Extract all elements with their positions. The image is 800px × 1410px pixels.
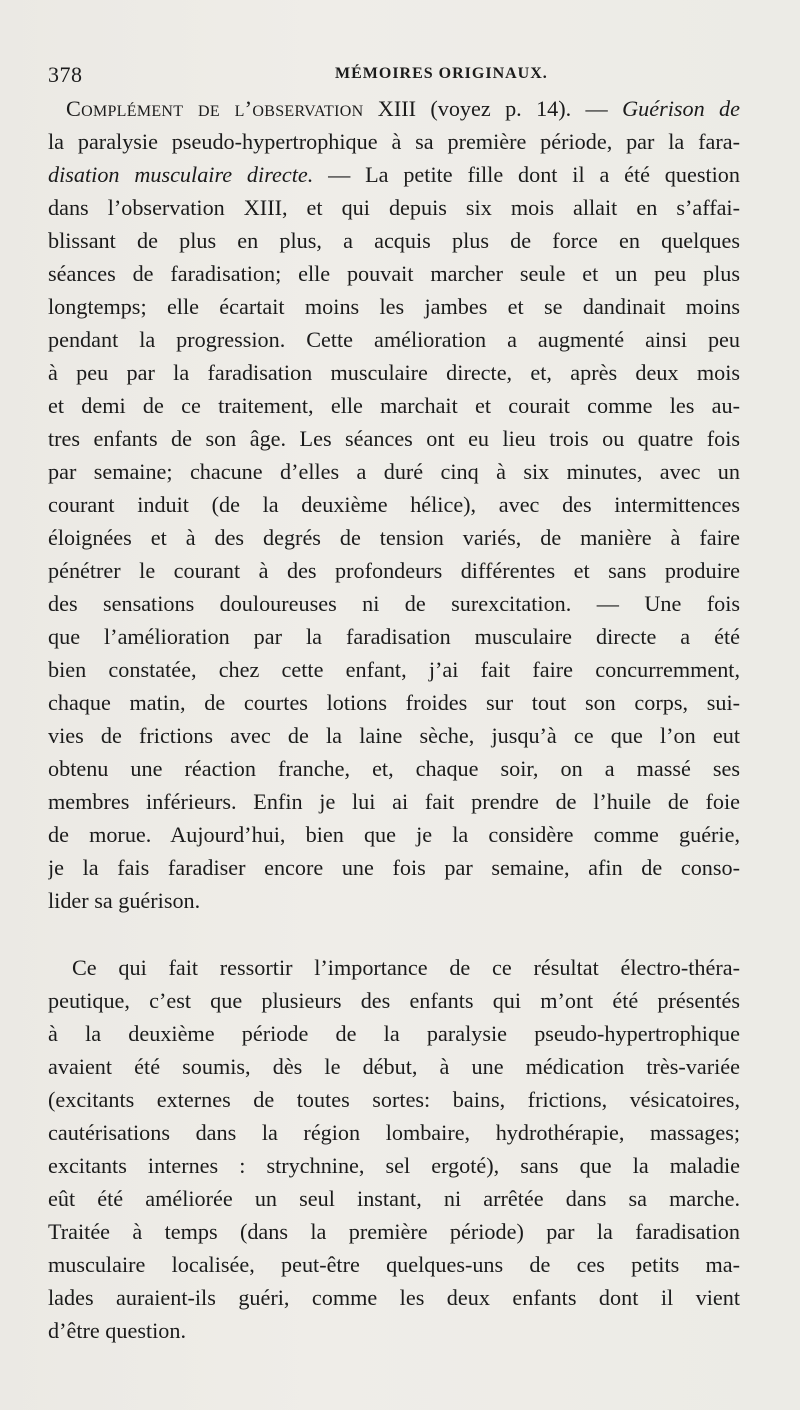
text-line: Traitée à temps (dans la première période) par la faradisation (48, 1219, 740, 1244)
text-line: courant induit (de la deuxième hélice), avec des intermittences (48, 492, 740, 517)
text-line: bien constatée, chez cette enfant, j’ai fait faire concurremment, (48, 657, 740, 682)
text-line: la paralysie pseudo-hypertrophique à sa première période, par la fara- (48, 129, 740, 154)
text-line: à la deuxième période de la paralysie pseudo-hypertrophique (48, 1021, 740, 1046)
text-line: vies de frictions avec de la laine sèche, jusqu’à ce que l’on eut (48, 723, 740, 748)
text-line: que l’amélioration par la faradisation musculaire directe a été (48, 624, 740, 649)
text-line: lades auraient-ils guéri, comme les deux enfants dont il vient (48, 1285, 740, 1310)
text-line: excitants internes : strychnine, sel ergoté), sans que la maladie (48, 1153, 740, 1178)
text-line (48, 92, 740, 125)
text-line: longtemps; elle écartait moins les jambes et se dandinait moins (48, 294, 740, 319)
text-line: cautérisations dans la région lombaire, hydrothérapie, massages; (48, 1120, 740, 1145)
running-title: MÉMOIRES ORIGINAUX. (335, 65, 548, 82)
text-line: à peu par la faradisation musculaire directe, et, après deux mois (48, 360, 740, 385)
text-line: membres inférieurs. Enfin je lui ai fait prendre de l’huile de foie (48, 789, 740, 814)
text-line: pendant la progression. Cette amélioration a augmenté ainsi peu (48, 327, 740, 352)
text-line: musculaire localisée, peut-être quelques-uns de ces petits ma- (48, 1252, 740, 1277)
text-line: tres enfants de son âge. Les séances ont eu lieu trois ou quatre fois (48, 426, 740, 451)
page-header (48, 62, 788, 92)
section-lead-italic: Guérison de (622, 96, 740, 121)
text-line: de morue. Aujourd’hui, bien que je la considère comme guérie, (48, 822, 740, 847)
text-line: (excitants externes de toutes sortes: bains, frictions, vésicatoires, (48, 1087, 740, 1112)
page-body (48, 92, 740, 1347)
text-line: obtenu une réaction franche, et, chaque soir, on a massé ses (48, 756, 740, 781)
text-line: pénétrer le courant à des profondeurs différentes et sans produire (48, 558, 740, 583)
text-line: éloignées et à des degrés de tension variés, de manière à faire (48, 525, 740, 550)
text-line: disation musculaire directe. — La petite fille dont il a été question (48, 162, 740, 187)
section-lead: Complément de l’observation (66, 96, 364, 121)
paragraph-gap (48, 917, 740, 951)
text-line: et demi de ce traitement, elle marchait et courait comme les au- (48, 393, 740, 418)
text-line: d’être question. (48, 1318, 187, 1343)
text-line: Ce qui fait ressortir l’importance de ce résultat électro-théra- (72, 955, 740, 980)
text-line: peutique, c’est que plusieurs des enfants qui m’ont été présentés (48, 988, 740, 1013)
text-line: avaient été soumis, dès le début, à une médication très-variée (48, 1054, 740, 1079)
text-line: blissant de plus en plus, a acquis plus de force en quelques (48, 228, 740, 253)
text-line: lider sa guérison. (48, 888, 201, 913)
page-number: 378 (48, 62, 83, 87)
text-line: chaque matin, de courtes lotions froides sur tout son corps, sui- (48, 690, 740, 715)
section-lead-rest: XIII (voyez p. 14). — (363, 96, 623, 121)
text-line: séances de faradisation; elle pouvait marcher seule et un peu plus (48, 261, 740, 286)
text-line: des sensations douloureuses ni de surexcitation. — Une fois (48, 591, 740, 616)
text-line: je la fais faradiser encore une fois par semaine, afin de conso- (48, 855, 740, 880)
text-line: par semaine; chacune d’elles a duré cinq à six minutes, avec un (48, 459, 740, 484)
text-line: eût été améliorée un seul instant, ni arrêtée dans sa marche. (48, 1186, 740, 1211)
text-line: dans l’observation XIII, et qui depuis six mois allait en s’affai- (48, 195, 740, 220)
